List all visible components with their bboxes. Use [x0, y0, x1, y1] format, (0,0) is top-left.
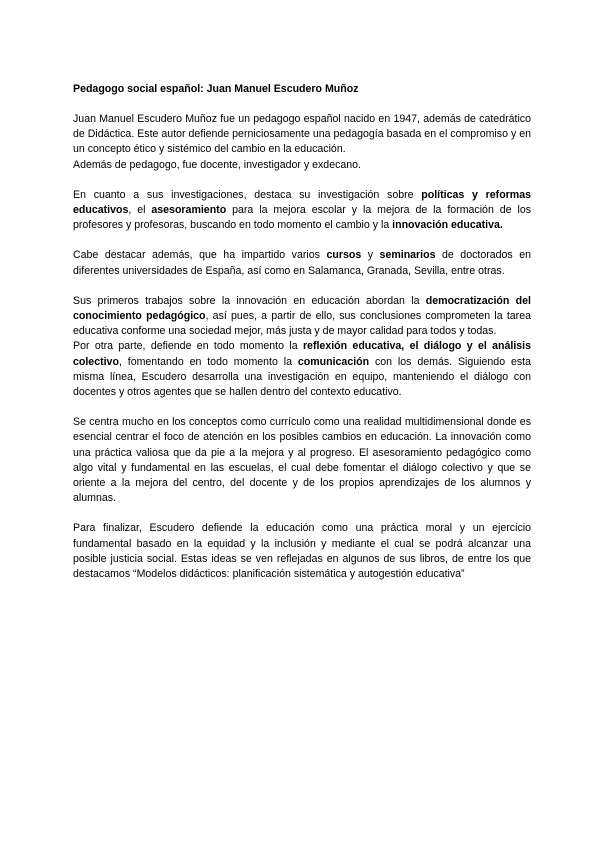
research-text-d: para la mejora escolar y la mejora de la formación de los profesores y profesoras, buscando en todo momento el cambio y la	[73, 204, 532, 232]
paragraph-courses	[73, 248, 531, 278]
paragraph-first-works	[73, 294, 531, 400]
document-page	[73, 82, 531, 597]
intro-second-line: Además de pedagogo, fue docente, investigador y exdecano.	[73, 158, 362, 171]
intro-text: Juan Manuel Escudero Muñoz fue un pedagogo español nacido en 1947, además de catedrático de Didáctica. Este autor defiende perniciosamente una pedagogía basada en el compromiso y en un concepto ético y sistémico del cambio en la educación.	[73, 113, 531, 156]
paragraph-research	[73, 188, 531, 234]
paragraph-intro	[73, 112, 531, 173]
research-bold-asesoramiento: asesoramiento	[151, 204, 227, 217]
research-text-a: En cuanto a sus investigaciones, destaca su investigación sobre	[73, 188, 422, 201]
works-text-e: Por otra parte, defiende en todo momento la	[73, 340, 303, 353]
research-bold-innovacion: innovación educativa.	[392, 219, 503, 232]
works-bold-reflexion: reflexión educativa, el diálogo y el análisis colectivo	[73, 340, 531, 368]
courses-text-a: Cabe destacar además, que ha impartido varios	[73, 249, 327, 262]
paragraph-concepts	[73, 415, 531, 506]
works-bold-comunicacion: comunicación	[297, 355, 370, 368]
courses-text-d: de doctorados en diferentes universidades de España, así como en Salamanca, Granada, Sevilla, entre otras.	[73, 249, 532, 277]
works-text-a: Sus primeros trabajos sobre la innovación en educación abordan la	[73, 294, 426, 307]
courses-bold-seminarios: seminarios	[379, 249, 436, 262]
courses-bold-cursos: cursos	[326, 249, 362, 262]
works-text-g: con los demás. Siguiendo esta misma línea, Escudero desarrolla una investigación en equipo, manteniendo el diálogo con docentes y otros agentes que se hallen dentro del contexto educativo.	[73, 355, 531, 399]
concepts-text: Se centra mucho en los conceptos como currículo como una realidad multidimensional donde es esencial centrar el foco de atención en los posibles cambios en educación. La innovación como una práctica valiosa que da pie a la mejora y al progreso. El asesoramiento pedagógico como algo vital y fundamental en las escuelas, el cual debe fomentar el diálogo colectivo y que se oriente a la mejora del centro, del docente y de los propios aprendizajes de los alumnos y alumnas.	[73, 416, 531, 505]
works-bold-democratizacion: democratización del conocimiento pedagógico	[73, 294, 531, 323]
research-bold-politicas: políticas y reformas educativos	[73, 188, 532, 217]
works-text-f: , fomentando en todo momento la	[118, 355, 298, 368]
paragraph-conclusion	[73, 521, 531, 582]
conclusion-text: Para finalizar, Escudero defiende la educación como una práctica moral y un ejercicio fundamental basado en la equidad y la inclusión y mediante el cual se podrá alcanzar una posible justicia social. Estas ideas se ven reflejadas en algunos de sus libros, de entre los que destacamos “Modelos didácticos: planificación sistemática y autogestión educativa”	[73, 522, 531, 581]
document-title: Pedagogo social español: Juan Manuel Escudero Muñoz	[73, 83, 359, 95]
research-text-c: , el	[128, 204, 152, 217]
courses-text-c: y	[361, 249, 380, 262]
works-text-c: , así pues, a partir de ello, sus conclusiones comprometen la tarea educativa conforme una sociedad mejor, más justa y de mayor calidad para todos y todas.	[73, 310, 531, 338]
